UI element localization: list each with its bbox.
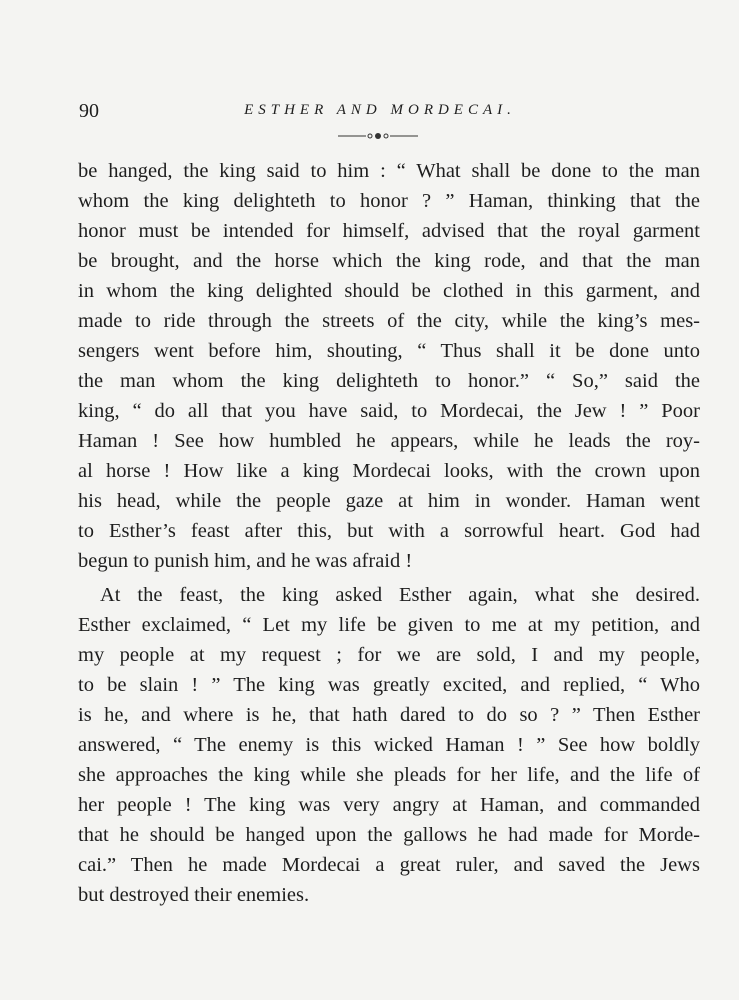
- text-line: al horse ! How like a king Mordecai looks, with the crown upon: [78, 460, 700, 482]
- text-line: Esther exclaimed, “ Let my life be given to me at my petition, and: [78, 614, 700, 636]
- text-line: whom the king delighteth to honor ? ” Haman, thinking that the: [78, 190, 700, 212]
- text-line: made to ride through the streets of the city, while the king’s mes-: [78, 310, 700, 332]
- text-line: to be slain ! ” The king was greatly excited, and replied, “ Who: [78, 674, 700, 696]
- text-line: honor must be intended for himself, advised that the royal garment: [78, 220, 700, 242]
- running-title: ESTHER AND MORDECAI.: [244, 102, 516, 118]
- text-line: is he, and where is he, that hath dared to do so ? ” Then Esther: [78, 704, 700, 726]
- paragraph: [78, 580, 700, 910]
- ornament-divider: [338, 131, 418, 141]
- text-line: be brought, and the horse which the king rode, and that the man: [78, 250, 700, 272]
- text-line: sengers went before him, shouting, “ Thus shall it be done unto: [78, 340, 700, 362]
- text-line: her people ! The king was very angry at Haman, and commanded: [78, 794, 700, 816]
- text-line: she approaches the king while she pleads for her life, and the life of: [78, 764, 700, 786]
- text-line: be hanged, the king said to him : “ What shall be done to the man: [78, 160, 700, 182]
- text-line: in whom the king delighted should be clothed in this garment, and: [78, 280, 700, 302]
- text-line: that he should be hanged upon the gallows he had made for Morde-: [78, 824, 700, 846]
- text-line: At the feast, the king asked Esther again, what she desired.: [100, 584, 700, 606]
- text-line: to Esther’s feast after this, but with a sorrowful heart. God had: [78, 520, 700, 542]
- text-line: cai.” Then he made Mordecai a great ruler, and saved the Jews: [78, 854, 700, 876]
- text-line: king, “ do all that you have said, to Mordecai, the Jew ! ” Poor: [78, 400, 700, 422]
- text-line: the man whom the king delighteth to honor.” “ So,” said the: [78, 370, 700, 392]
- text-line: his head, while the people gaze at him in wonder. Haman went: [78, 490, 700, 512]
- text-line: my people at my request ; for we are sold, I and my people,: [78, 644, 700, 666]
- page-body: [78, 156, 700, 910]
- text-line: Haman ! See how humbled he appears, while he leads the roy-: [78, 430, 700, 452]
- text-line: begun to punish him, and he was afraid !: [78, 550, 413, 572]
- page-number: 90: [79, 100, 99, 122]
- text-line: answered, “ The enemy is this wicked Haman ! ” See how boldly: [78, 734, 700, 756]
- text-line: but destroyed their enemies.: [78, 884, 310, 906]
- paragraph: [78, 156, 700, 576]
